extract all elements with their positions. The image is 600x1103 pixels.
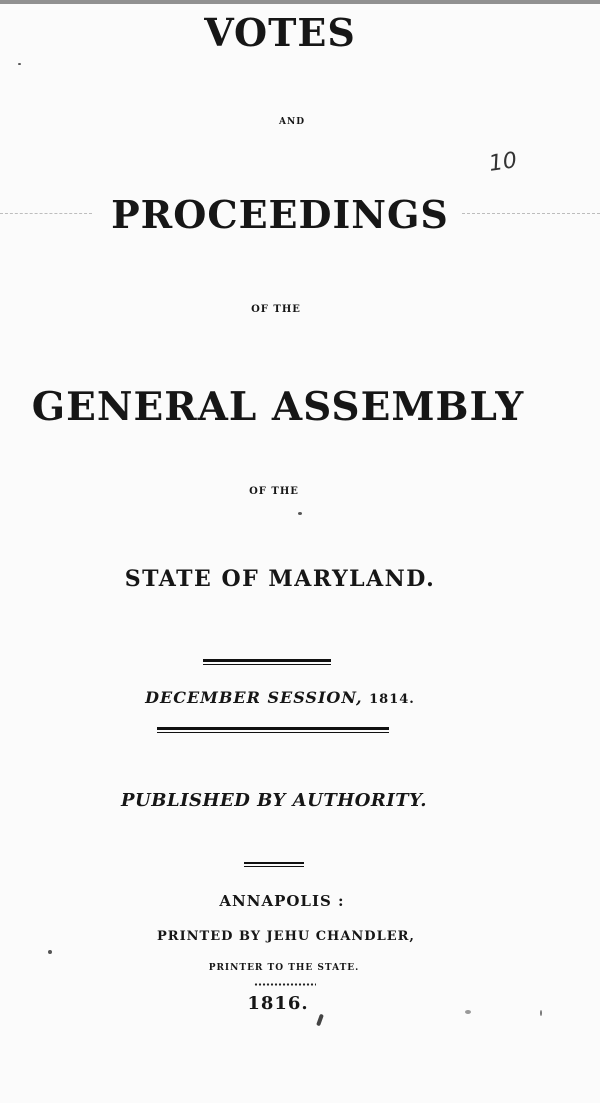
title-proceedings: PROCEEDINGS <box>111 192 449 237</box>
ink-speck <box>298 512 302 515</box>
ornament-rule <box>244 862 304 867</box>
ink-speck <box>48 950 52 954</box>
title-state-of-maryland: STATE OF MARYLAND. <box>124 566 436 592</box>
imprint-place: ANNAPOLIS : <box>219 892 345 910</box>
ink-mark <box>316 1014 324 1027</box>
session-year: 1814. <box>369 692 415 707</box>
title-general-assembly: GENERAL ASSEMBLY <box>31 384 525 430</box>
scan-top-edge <box>0 0 600 4</box>
ink-speck <box>465 1010 471 1014</box>
double-rule-lower <box>157 727 389 733</box>
double-rule-upper <box>203 659 331 665</box>
connector-of-the-2: OF THE <box>249 486 299 497</box>
ink-speck <box>540 1010 542 1016</box>
imprint-printer: PRINTED BY JEHU CHANDLER, <box>157 929 415 944</box>
title-votes: VOTES <box>204 10 356 55</box>
session-line <box>0 688 580 707</box>
imprint-printer-role: PRINTER TO THE STATE. <box>208 963 360 973</box>
session-label: DECEMBER SESSION, <box>145 688 363 707</box>
connector-of-the-1: OF THE <box>251 304 301 315</box>
title-and: AND <box>278 117 305 127</box>
imprint-year: 1816. <box>247 993 309 1014</box>
handwritten-number: 10 <box>487 148 519 177</box>
published-by-authority: PUBLISHED BY AUTHORITY. <box>121 790 427 811</box>
dotted-ornament <box>254 983 316 986</box>
ink-speck <box>18 63 21 65</box>
